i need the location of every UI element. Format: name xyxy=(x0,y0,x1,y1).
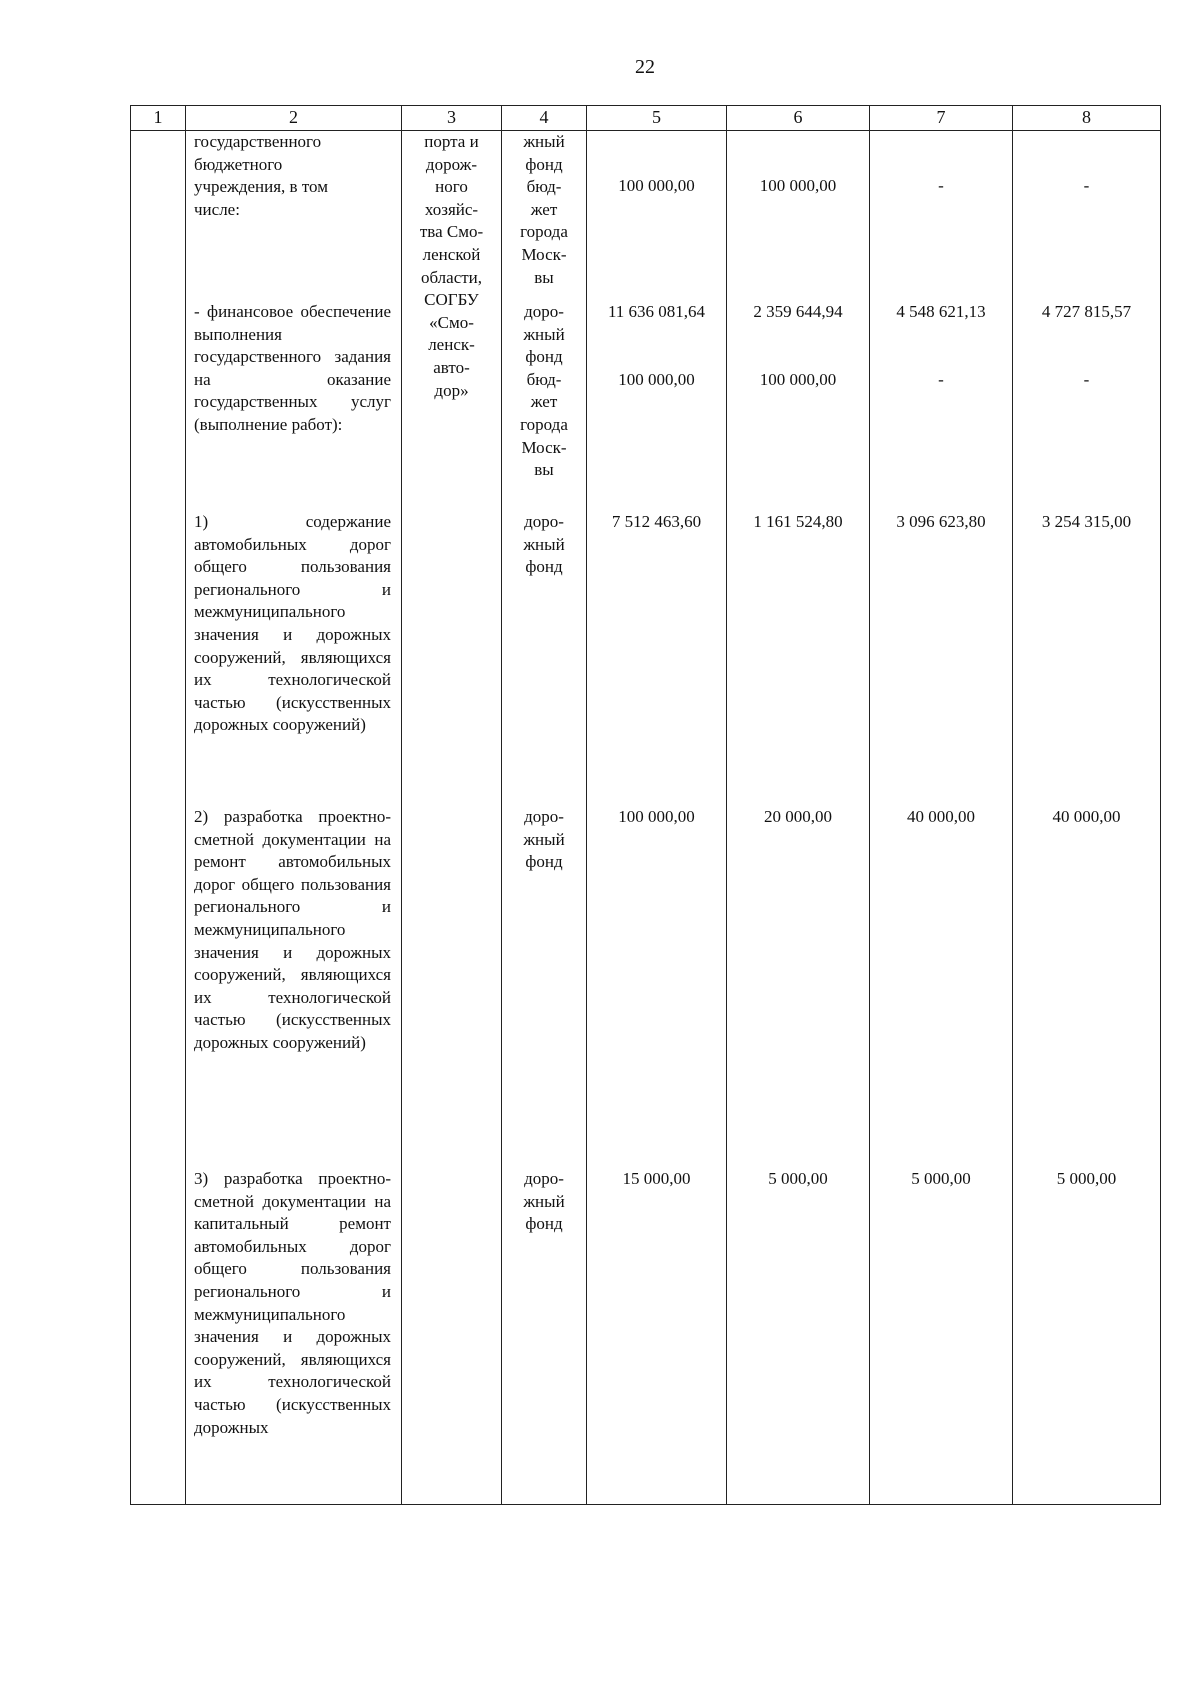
value-col5-moscow: 100 000,00 xyxy=(618,369,695,389)
funding-source: доро- жный фонд xyxy=(502,1168,587,1505)
value-col6: 100 000,00 xyxy=(759,176,837,195)
col-header-1: 1 xyxy=(131,106,186,131)
funding-source: доро- жный фонд xyxy=(502,511,587,806)
value-col5: 7 512 463,60 xyxy=(587,511,727,806)
value-col7: 3 096 623,80 xyxy=(870,511,1013,806)
row-description: 1) содержание автомобильных дорог общего пользования регионального и межмуниципального значения и дорожных сооружений, являющихся их технологической частью (искусственных дорожных сооружений) xyxy=(186,511,402,806)
funding-source-moscow: бюд- жет города Моск- вы xyxy=(520,369,568,480)
value-col8: 40 000,00 xyxy=(1013,806,1161,1168)
executor-cell: порта и дорож- ного хозяйс- тва Смо- ленской области, СОГБУ «Смо- ленск- авто- дор» xyxy=(402,131,502,512)
value-col8: 3 254 315,00 xyxy=(1013,511,1161,806)
header-row xyxy=(131,106,1161,131)
funding-source-road: доро- жный фонд xyxy=(523,302,565,367)
table-row xyxy=(131,301,1161,511)
value-col5: 15 000,00 xyxy=(587,1168,727,1505)
value-col8: - xyxy=(1083,176,1090,195)
table-row xyxy=(131,1168,1161,1505)
funding-source: доро- жный фонд xyxy=(502,806,587,1168)
funding-source: жный фонд бюд- жет города Моск- вы xyxy=(502,131,587,302)
row-description: - финансовое обеспечение выполнения государственного задания на оказание государственных услуг (выполнение работ): xyxy=(186,301,402,511)
value-col7: - xyxy=(938,176,944,195)
col-header-3: 3 xyxy=(402,106,502,131)
col-header-2: 2 xyxy=(186,106,402,131)
table-row xyxy=(131,131,1161,302)
value-col8-moscow: - xyxy=(1083,369,1090,389)
value-col6-road: 2 359 644,94 xyxy=(753,302,843,321)
value-col5: 100 000,00 xyxy=(618,176,695,195)
row-description: 3) разработка проектно-сметной документации на капитальный ремонт автомобильных дорог общего пользования регионального и межмуниципального значения и дорожных сооружений, являющихся их технологической частью (искусственных дорожных xyxy=(186,1168,402,1505)
value-col5-road: 11 636 081,64 xyxy=(607,302,706,321)
value-col7-moscow: - xyxy=(938,369,944,389)
row-description: государственного бюджетного учреждения, в том числе: xyxy=(186,131,402,302)
col-header-4: 4 xyxy=(502,106,587,131)
value-col7: 40 000,00 xyxy=(870,806,1013,1168)
table-row xyxy=(131,806,1161,1168)
value-col7-road: 4 548 621,13 xyxy=(896,302,986,321)
value-col5: 100 000,00 xyxy=(587,806,727,1168)
col-header-8: 8 xyxy=(1013,106,1161,131)
value-col6: 1 161 524,80 xyxy=(727,511,870,806)
col-header-6: 6 xyxy=(727,106,870,131)
value-col8-road: 4 727 815,57 xyxy=(1041,302,1132,321)
table-row xyxy=(131,511,1161,806)
value-col6-moscow: 100 000,00 xyxy=(759,369,837,389)
value-col6: 5 000,00 xyxy=(727,1168,870,1505)
value-col8: 5 000,00 xyxy=(1013,1168,1161,1505)
col-header-7: 7 xyxy=(870,106,1013,131)
value-col7: 5 000,00 xyxy=(870,1168,1013,1505)
col-header-5: 5 xyxy=(587,106,727,131)
page-number: 22 xyxy=(635,56,655,78)
row-description: 2) разработка проектно-сметной документации на ремонт автомобильных дорог общего пользования регионального и межмуниципального значения и дорожных сооружений, являющихся их технологической частью (искусственных дорожных сооружений) xyxy=(186,806,402,1168)
budget-table xyxy=(130,105,1161,1505)
value-col6: 20 000,00 xyxy=(727,806,870,1168)
